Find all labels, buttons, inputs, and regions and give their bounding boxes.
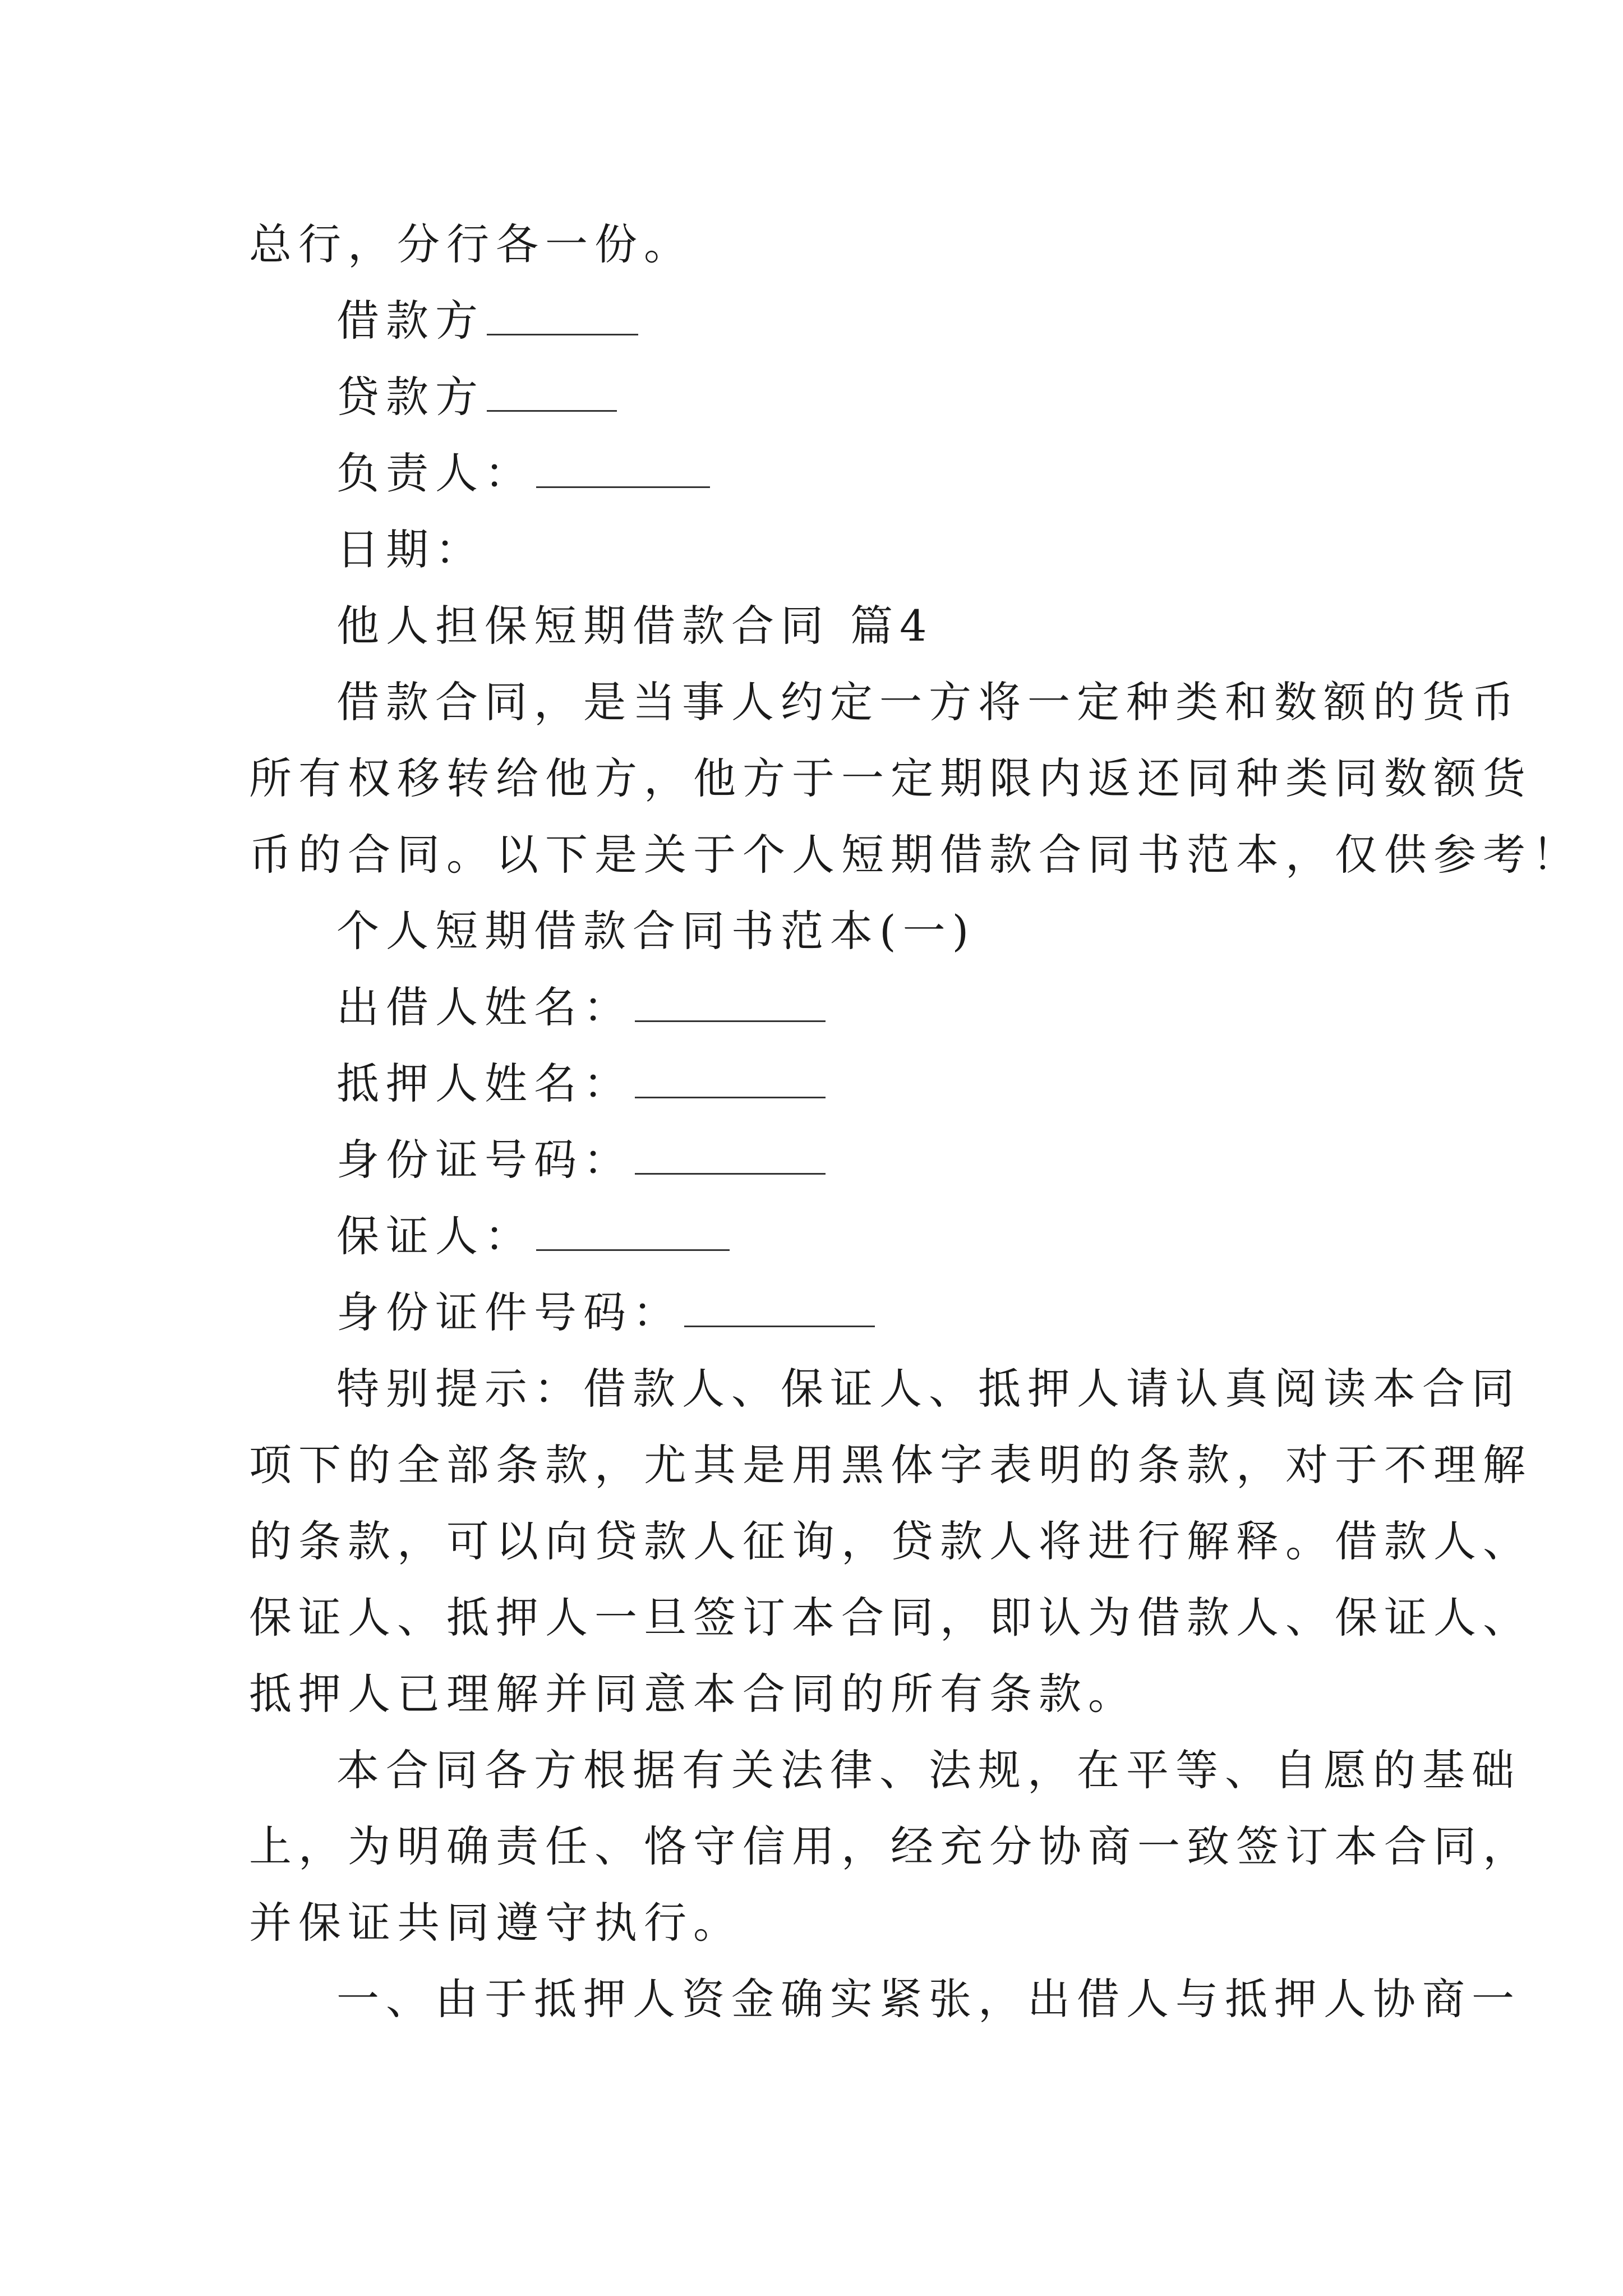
mortgagor-name-field [336,1059,826,1108]
section-heading: 他人担保短期借款合同 篇4 [336,601,934,651]
id-number-label: 身份证号码： [336,1135,633,1185]
mortgagor-name-label: 抵押人姓名： [336,1059,633,1108]
paragraph-line: 保证人、抵押人一旦签订本合同，即认为借款人、保证人、 [249,1593,1532,1642]
guarantor-field [336,1211,730,1261]
lender-label: 贷款方 [336,372,485,422]
lender-name-field [336,982,826,1032]
guarantor-blank [536,1217,730,1251]
id-number-blank [635,1140,826,1175]
paragraph-line: 总行，分行各一份。 [249,219,693,269]
borrower-label: 借款方 [336,296,485,346]
guarantor-label: 保证人： [336,1211,534,1261]
paragraph-line: 项下的全部条款，尤其是用黑体字表明的条款，对于不理解 [249,1440,1532,1490]
responsible-person-blank [536,454,710,488]
lender-field [336,372,617,422]
paragraph-line: 币的合同。以下是关于个人短期借款合同书范本，仅供参考！ [249,830,1581,880]
responsible-person-label: 负责人： [336,448,534,498]
paragraph-line: 本合同各方根据有关法律、法规，在平等、自愿的基础 [336,1745,1521,1795]
paragraph-line: 的条款，可以向贷款人征询，贷款人将进行解释。借款人、 [249,1516,1532,1566]
mortgagor-name-blank [635,1064,826,1098]
responsible-person-field [336,448,710,498]
paragraph-line: 一、由于抵押人资金确实紧张，出借人与抵押人协商一 [336,1974,1521,2024]
borrower-blank [487,301,638,335]
paragraph-line: 借款合同，是当事人约定一方将一定种类和数额的货币 [336,677,1521,727]
lender-name-label: 出借人姓名： [336,982,633,1032]
paragraph-line: 上，为明确责任、恪守信用，经充分协商一致签订本合同， [249,1821,1532,1871]
lender-name-blank [635,988,826,1022]
lender-blank [487,378,617,412]
subheading: 个人短期借款合同书范本(一) [336,906,976,956]
id-number-field [336,1135,826,1185]
paragraph-line: 特别提示：借款人、保证人、抵押人请认真阅读本合同 [336,1364,1521,1414]
id-document-number-label: 身份证件号码： [336,1287,682,1337]
date-field: 日期： [336,524,485,574]
borrower-field [336,296,638,346]
id-document-number-field [336,1287,875,1337]
paragraph-line: 所有权移转给他方，他方于一定期限内返还同种类同数额货 [249,753,1532,803]
paragraph-line: 抵押人已理解并同意本合同的所有条款。 [249,1669,1137,1719]
paragraph-line: 并保证共同遵守执行。 [249,1898,743,1948]
id-document-number-blank [684,1293,875,1327]
